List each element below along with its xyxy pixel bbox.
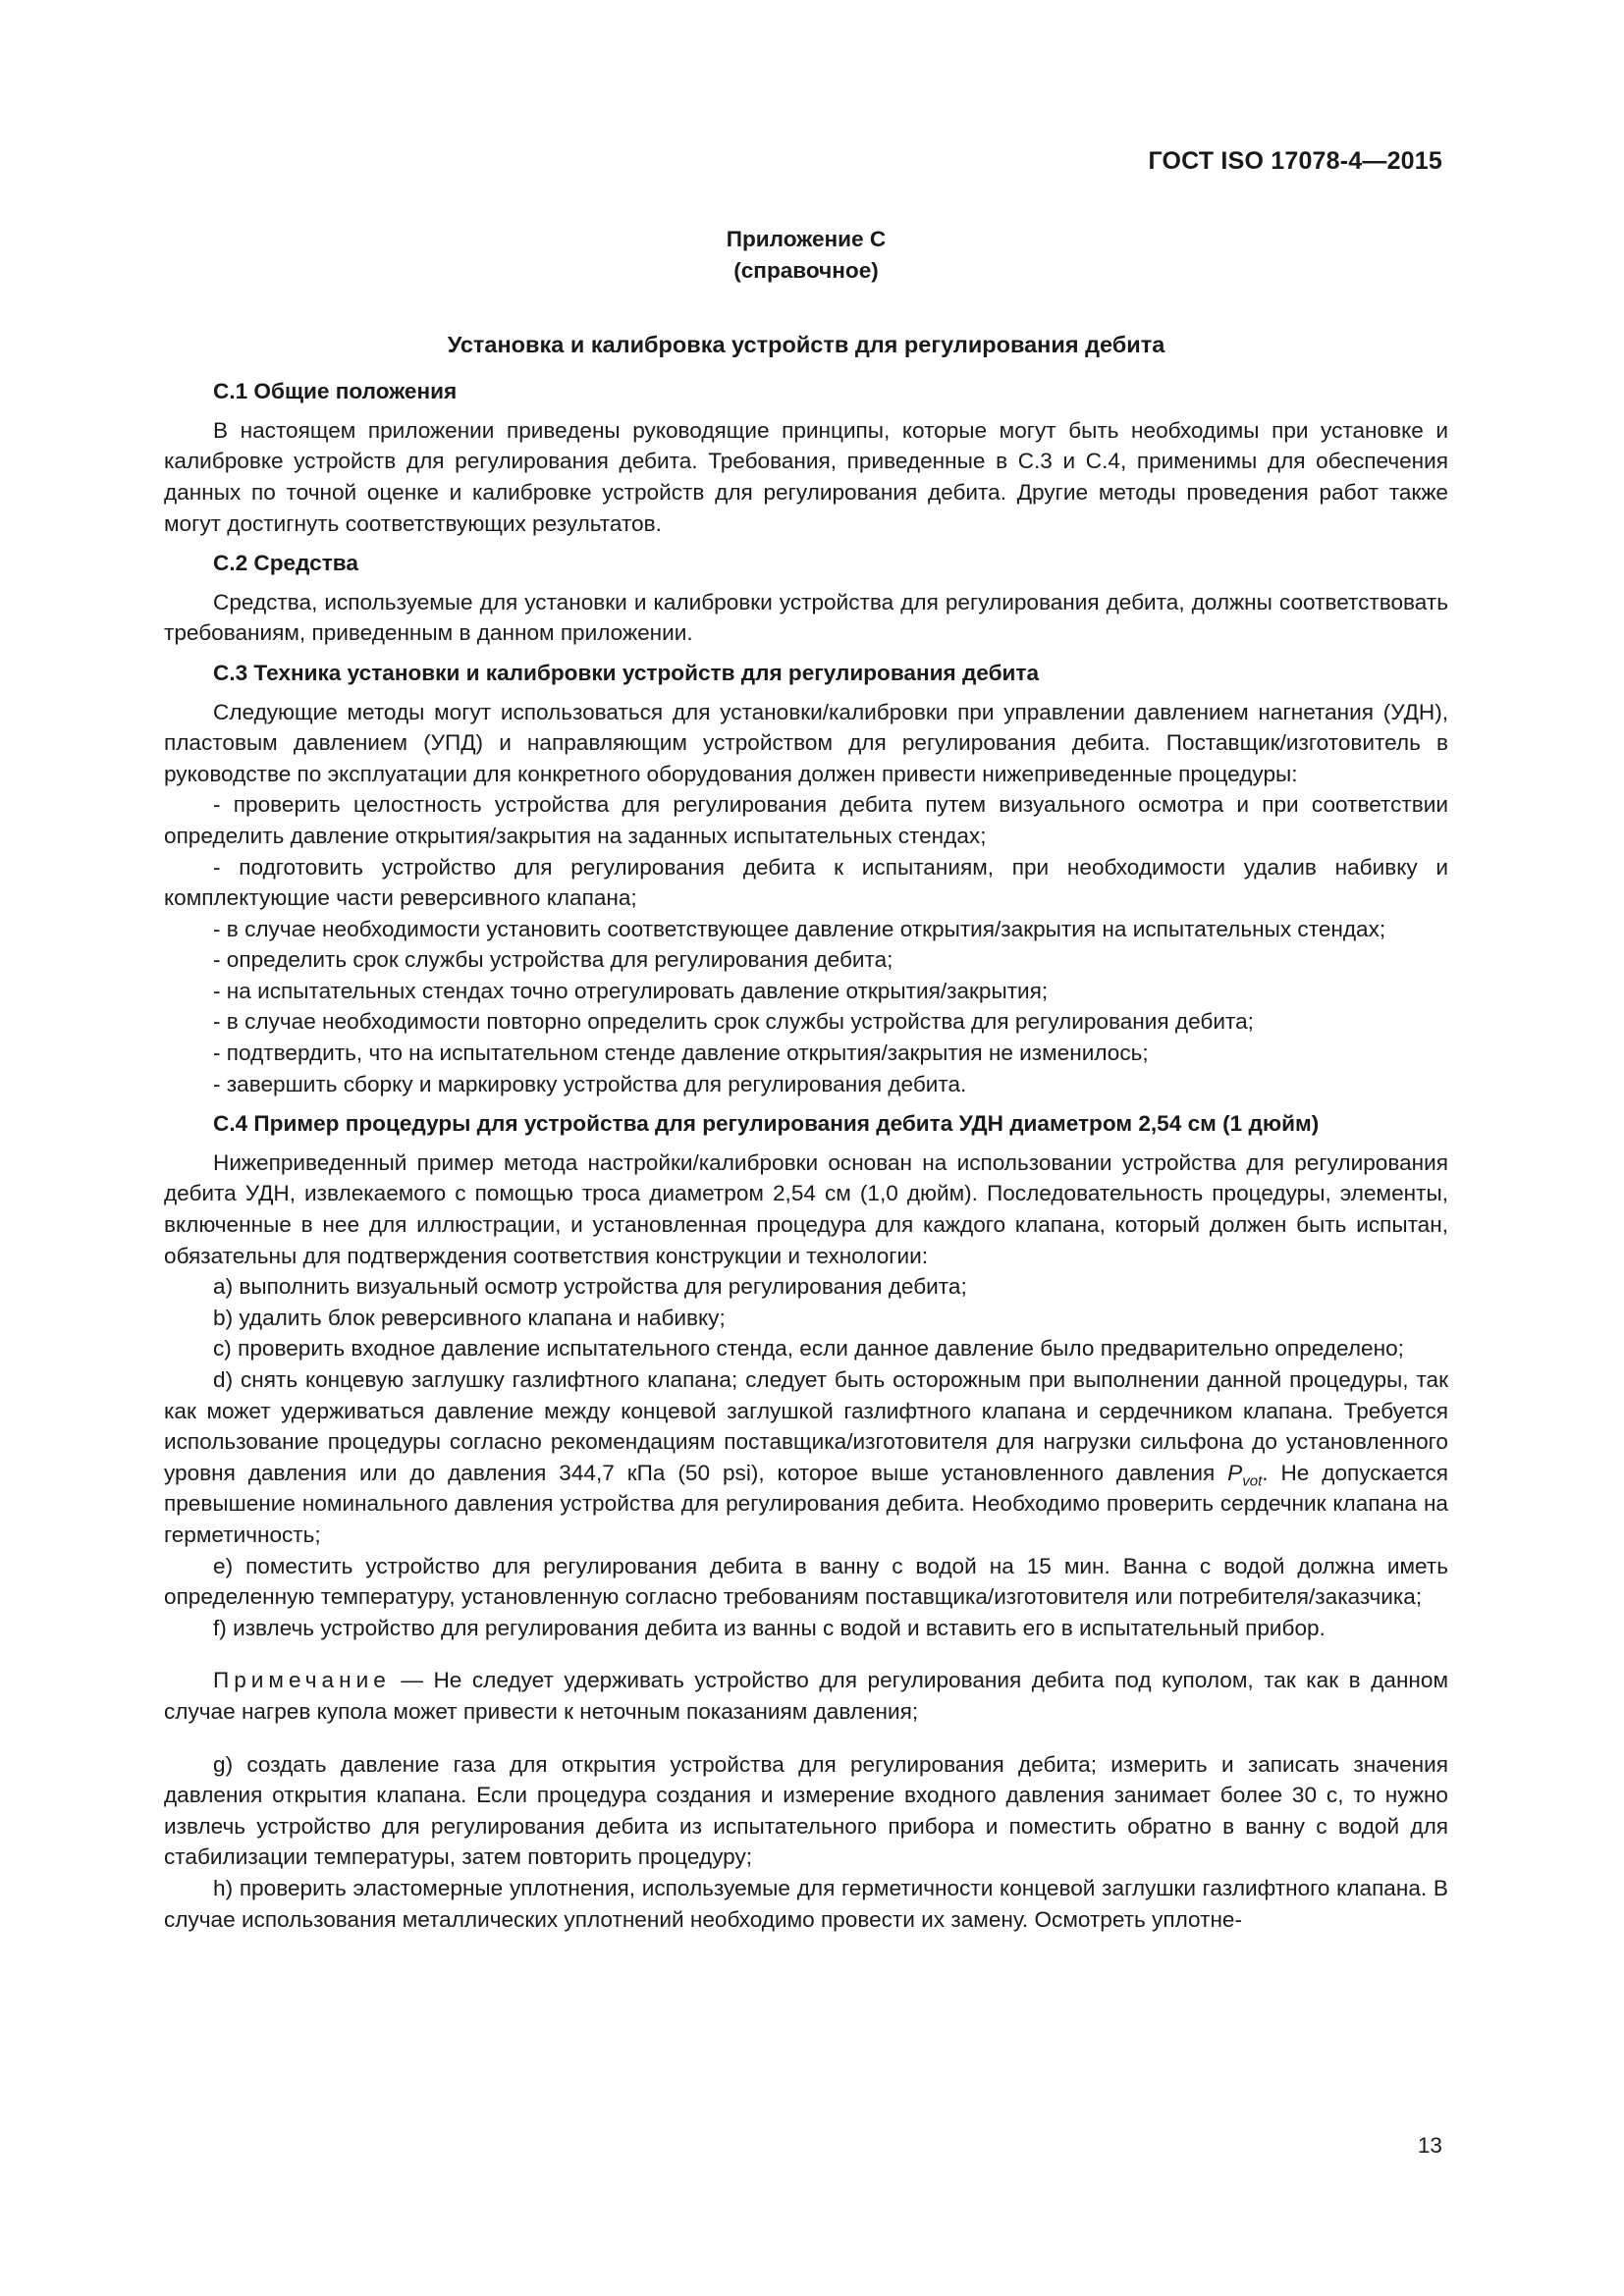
section-c4-intro: Нижеприведенный пример метода настройки/калибровки основан на использовании устройства для регулирования дебита УДН, извлекаемого с помощью троса диаметром 2,54 см (1,0 дюйм). Последовательность процедуры, элементы, включенные в нее для иллюстрации, и установленная процедура для каждого клапана, который должен быть испытан, обязательны для подтверждения соответствия конструкции и технологии:	[164, 1149, 1448, 1268]
section-c3-item-1: - проверить целостность устройства для регулирования дебита путем визуального осмотра и при соответствии определить давление открытия/закрытия на заданных испытательных стендах;	[164, 792, 1448, 848]
section-c4-heading: C.4 Пример процедуры для устройства для регулирования дебита УДН диаметром 2,54 см (1 дюйм)	[213, 1111, 1320, 1137]
section-c4-item-a: a) выполнить визуальный осмотр устройства для регулирования дебита;	[213, 1274, 967, 1300]
pressure-subscript: vot	[1242, 1472, 1263, 1490]
section-c4-item-b: b) удалить блок реверсивного клапана и набивку;	[213, 1305, 726, 1330]
section-c3-item-3: - в случае необходимости установить соответствующее давление открытия/закрытия на испытательных стендах;	[213, 916, 1386, 941]
section-c2-text: Средства, используемые для установки и калибровки устройства для регулирования дебита, должны соответствовать требованиям, приведенным в данном приложении.	[164, 589, 1448, 646]
note-text: — Не следует удерживать устройство для регулирования дебита под куполом, так как в данном случае нагрев купола может привести к неточным показаниям давления;	[164, 1668, 1448, 1724]
page-title: Установка и калибровка устройств для регулирования дебита	[447, 332, 1165, 358]
item-d-text-start: d) снять концевую заглушку газлифтного клапана; следует быть осторожным при выполнении данной процедуры, так как может удерживаться давление между концевой заглушкой газлифтного клапана и сердечником клапана. Требуется использование процедуры согласно рекомендациям поставщика/изготовителя для нагрузки сильфона до установленного уровня давления или до давления 344,7 кПа (50 psi), которое выше установленного давления	[164, 1367, 1448, 1485]
section-c1-text: В настоящем приложении приведены руководящие принципы, которые могут быть необходимы при установке и калибровке устройств для регулирования дебита. Требования, приведенные в C.3 и C.4, применимы для обеспечения данных по точной оценке и калибровке устройств для регулирования дебита. Другие методы проведения работ также могут достигнуть соответствующих результатов.	[164, 417, 1448, 536]
section-c3-item-8: - завершить сборку и маркировку устройства для регулирования дебита.	[213, 1071, 967, 1096]
section-c3-item-2: - подготовить устройство для регулирования дебита к испытаниям, при необходимости удалив набивку и комплектующие части реверсивного клапана;	[164, 854, 1448, 911]
section-c4-item-e: e) поместить устройство для регулирования дебита в ванну с водой на 15 мин. Ванна с водой должна иметь определенную температуру, установленную согласно требованиям поставщика/изготовителя или потребителя/заказчика;	[164, 1553, 1448, 1610]
section-c4-item-c: c) проверить входное давление испытательного стенда, если данное давление было предварительно определено;	[213, 1336, 1404, 1362]
section-c3-item-7: - подтвердить, что на испытательном стенде давление открытия/закрытия не изменилось;	[213, 1041, 1149, 1066]
annex-label: Приложение C	[726, 227, 887, 251]
section-c1-heading: C.1 Общие положения	[213, 379, 458, 404]
section-c4-item-d	[164, 1364, 1448, 1551]
section-c3-item-5: - на испытательных стендах точно отрегулировать давление открытия/закрытия;	[213, 978, 1049, 1003]
section-c2-heading: C.2 Средства	[213, 551, 358, 576]
section-c4-item-g: g) создать давление газа для открытия устройства для регулирования дебита; измерить и записать значения давления открытия клапана. Если процедура создания и измерение входного давления занимает более 30 с, то нужно извлечь устройство для регулирования дебита из испытательного прибора и поместить обратно в ванну с водой для стабилизации температуры, затем повторить процедуру;	[164, 1751, 1448, 1870]
item-d-text-end: . Не допускается превышение номинального давления устройства для регулирования дебита. Необходимо проверить сердечник клапана на герметичность;	[164, 1460, 1448, 1547]
page-number: 13	[1417, 2133, 1442, 2158]
section-c4-item-h: h) проверить эластомерные уплотнения, используемые для герметичности концевой заглушки газлифтного клапана. В случае использования металлических уплотнений необходимо провести их замену. Осмотреть уплотне-	[164, 1875, 1448, 1932]
section-c3-item-6: - в случае необходимости повторно определить срок службы устройства для регулирования дебита;	[213, 1009, 1254, 1035]
pressure-symbol: P	[1227, 1460, 1243, 1485]
note	[164, 1665, 1448, 1727]
annex-status: (справочное)	[733, 257, 879, 283]
page-content	[164, 224, 1448, 1935]
section-c3-heading: C.3 Техника установки и калибровки устройств для регулирования дебита	[213, 660, 1040, 685]
standard-number: ГОСТ ISO 17078-4—2015	[1148, 147, 1442, 175]
note-label: Примечание	[213, 1668, 391, 1693]
section-c3-intro: Следующие методы могут использоваться для установки/калибровки при управлении давлением нагнетания (УДН), пластовым давлением (УПД) и направляющим устройством для регулирования дебита. Поставщик/изготовитель в руководстве по эксплуатации для конкретного оборудования должен привести нижеприведенные процедуры:	[164, 699, 1448, 786]
annex-heading	[164, 224, 1448, 286]
section-c3-item-4: - определить срок службы устройства для регулирования дебита;	[213, 947, 893, 973]
section-c4-item-f: f) извлечь устройство для регулирования дебита из ванны с водой и вставить его в испытательный прибор.	[213, 1615, 1326, 1640]
